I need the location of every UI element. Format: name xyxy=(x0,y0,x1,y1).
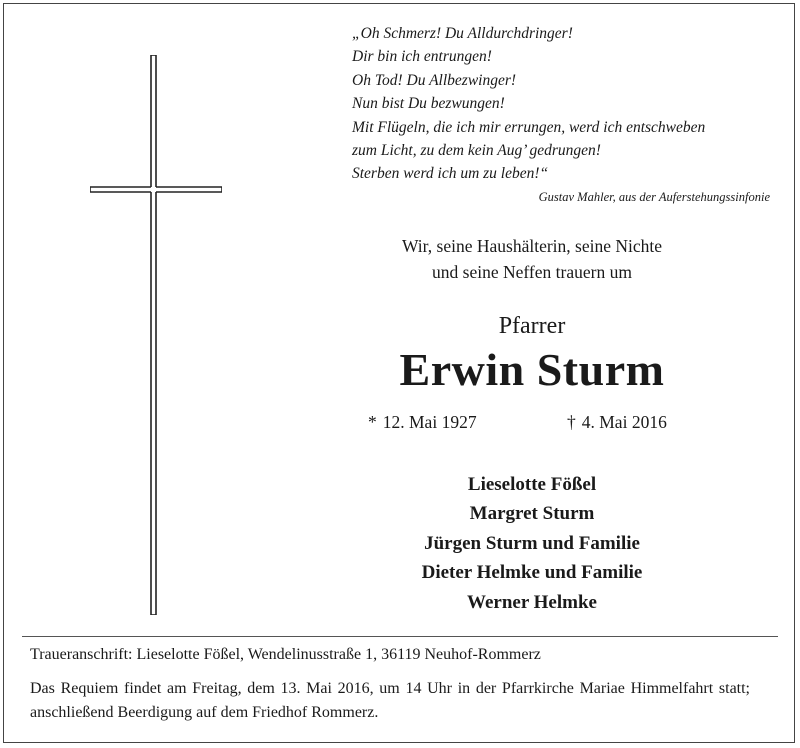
requiem-notice: Das Requiem findet am Freitag, dem 13. Mai 2016, um 14 Uhr in der Pfarrkirche Mariae Himmelfahrt statt; anschließend Beerdigung auf dem Friedhof Rommerz. xyxy=(30,680,750,721)
poem-attribution: Gustav Mahler, aus der Auferstehungssinfonie xyxy=(538,190,770,204)
intro-line-2: und seine Neffen trauern um xyxy=(432,262,632,282)
intro-text xyxy=(336,233,728,285)
birth-date-text: 12. Mai 1927 xyxy=(382,412,477,432)
death-date xyxy=(567,412,667,433)
mourning-address: Traueranschrift: Lieselotte Fößel, Wendelinusstraße 1, 36119 Neuhof-Rommerz xyxy=(30,646,541,663)
birth-date xyxy=(368,412,477,433)
death-dagger-icon: † xyxy=(567,412,576,432)
mourner-name: Lieselotte Fößel xyxy=(467,474,597,495)
intro-line-1: Wir, seine Haushälterin, seine Nichte xyxy=(401,236,663,256)
poem-line: Dir bin ich entrungen! xyxy=(352,48,492,66)
divider xyxy=(22,636,778,637)
poem-line: Sterben werd ich um zu leben!“ xyxy=(352,165,549,183)
mourner-name: Dieter Helmke und Familie xyxy=(421,562,643,584)
birth-star-icon: * xyxy=(368,412,377,432)
poem-line: Mit Flügeln, die ich mir errungen, werd ich entschweben xyxy=(352,118,706,136)
deceased-name: Erwin Sturm xyxy=(399,344,665,395)
mourner-name: Margret Sturm xyxy=(469,503,595,525)
death-date-text: 4. Mai 2016 xyxy=(581,412,667,432)
poem-line: Oh Tod! Du Allbezwinger! xyxy=(352,71,517,89)
mourner-name: Jürgen Sturm und Familie xyxy=(424,532,640,554)
deceased-title: Pfarrer xyxy=(498,313,566,339)
poem xyxy=(352,22,772,186)
cross-icon xyxy=(90,55,222,615)
mourners-list xyxy=(336,470,728,617)
poem-line: zum Licht, zu dem kein Aug’ gedrungen! xyxy=(352,142,601,160)
poem-line: „Oh Schmerz! Du Alldurchdringer! xyxy=(352,25,573,42)
mourner-name: Werner Helmke xyxy=(467,591,597,613)
poem-line: Nun bist Du bezwungen! xyxy=(352,95,505,113)
